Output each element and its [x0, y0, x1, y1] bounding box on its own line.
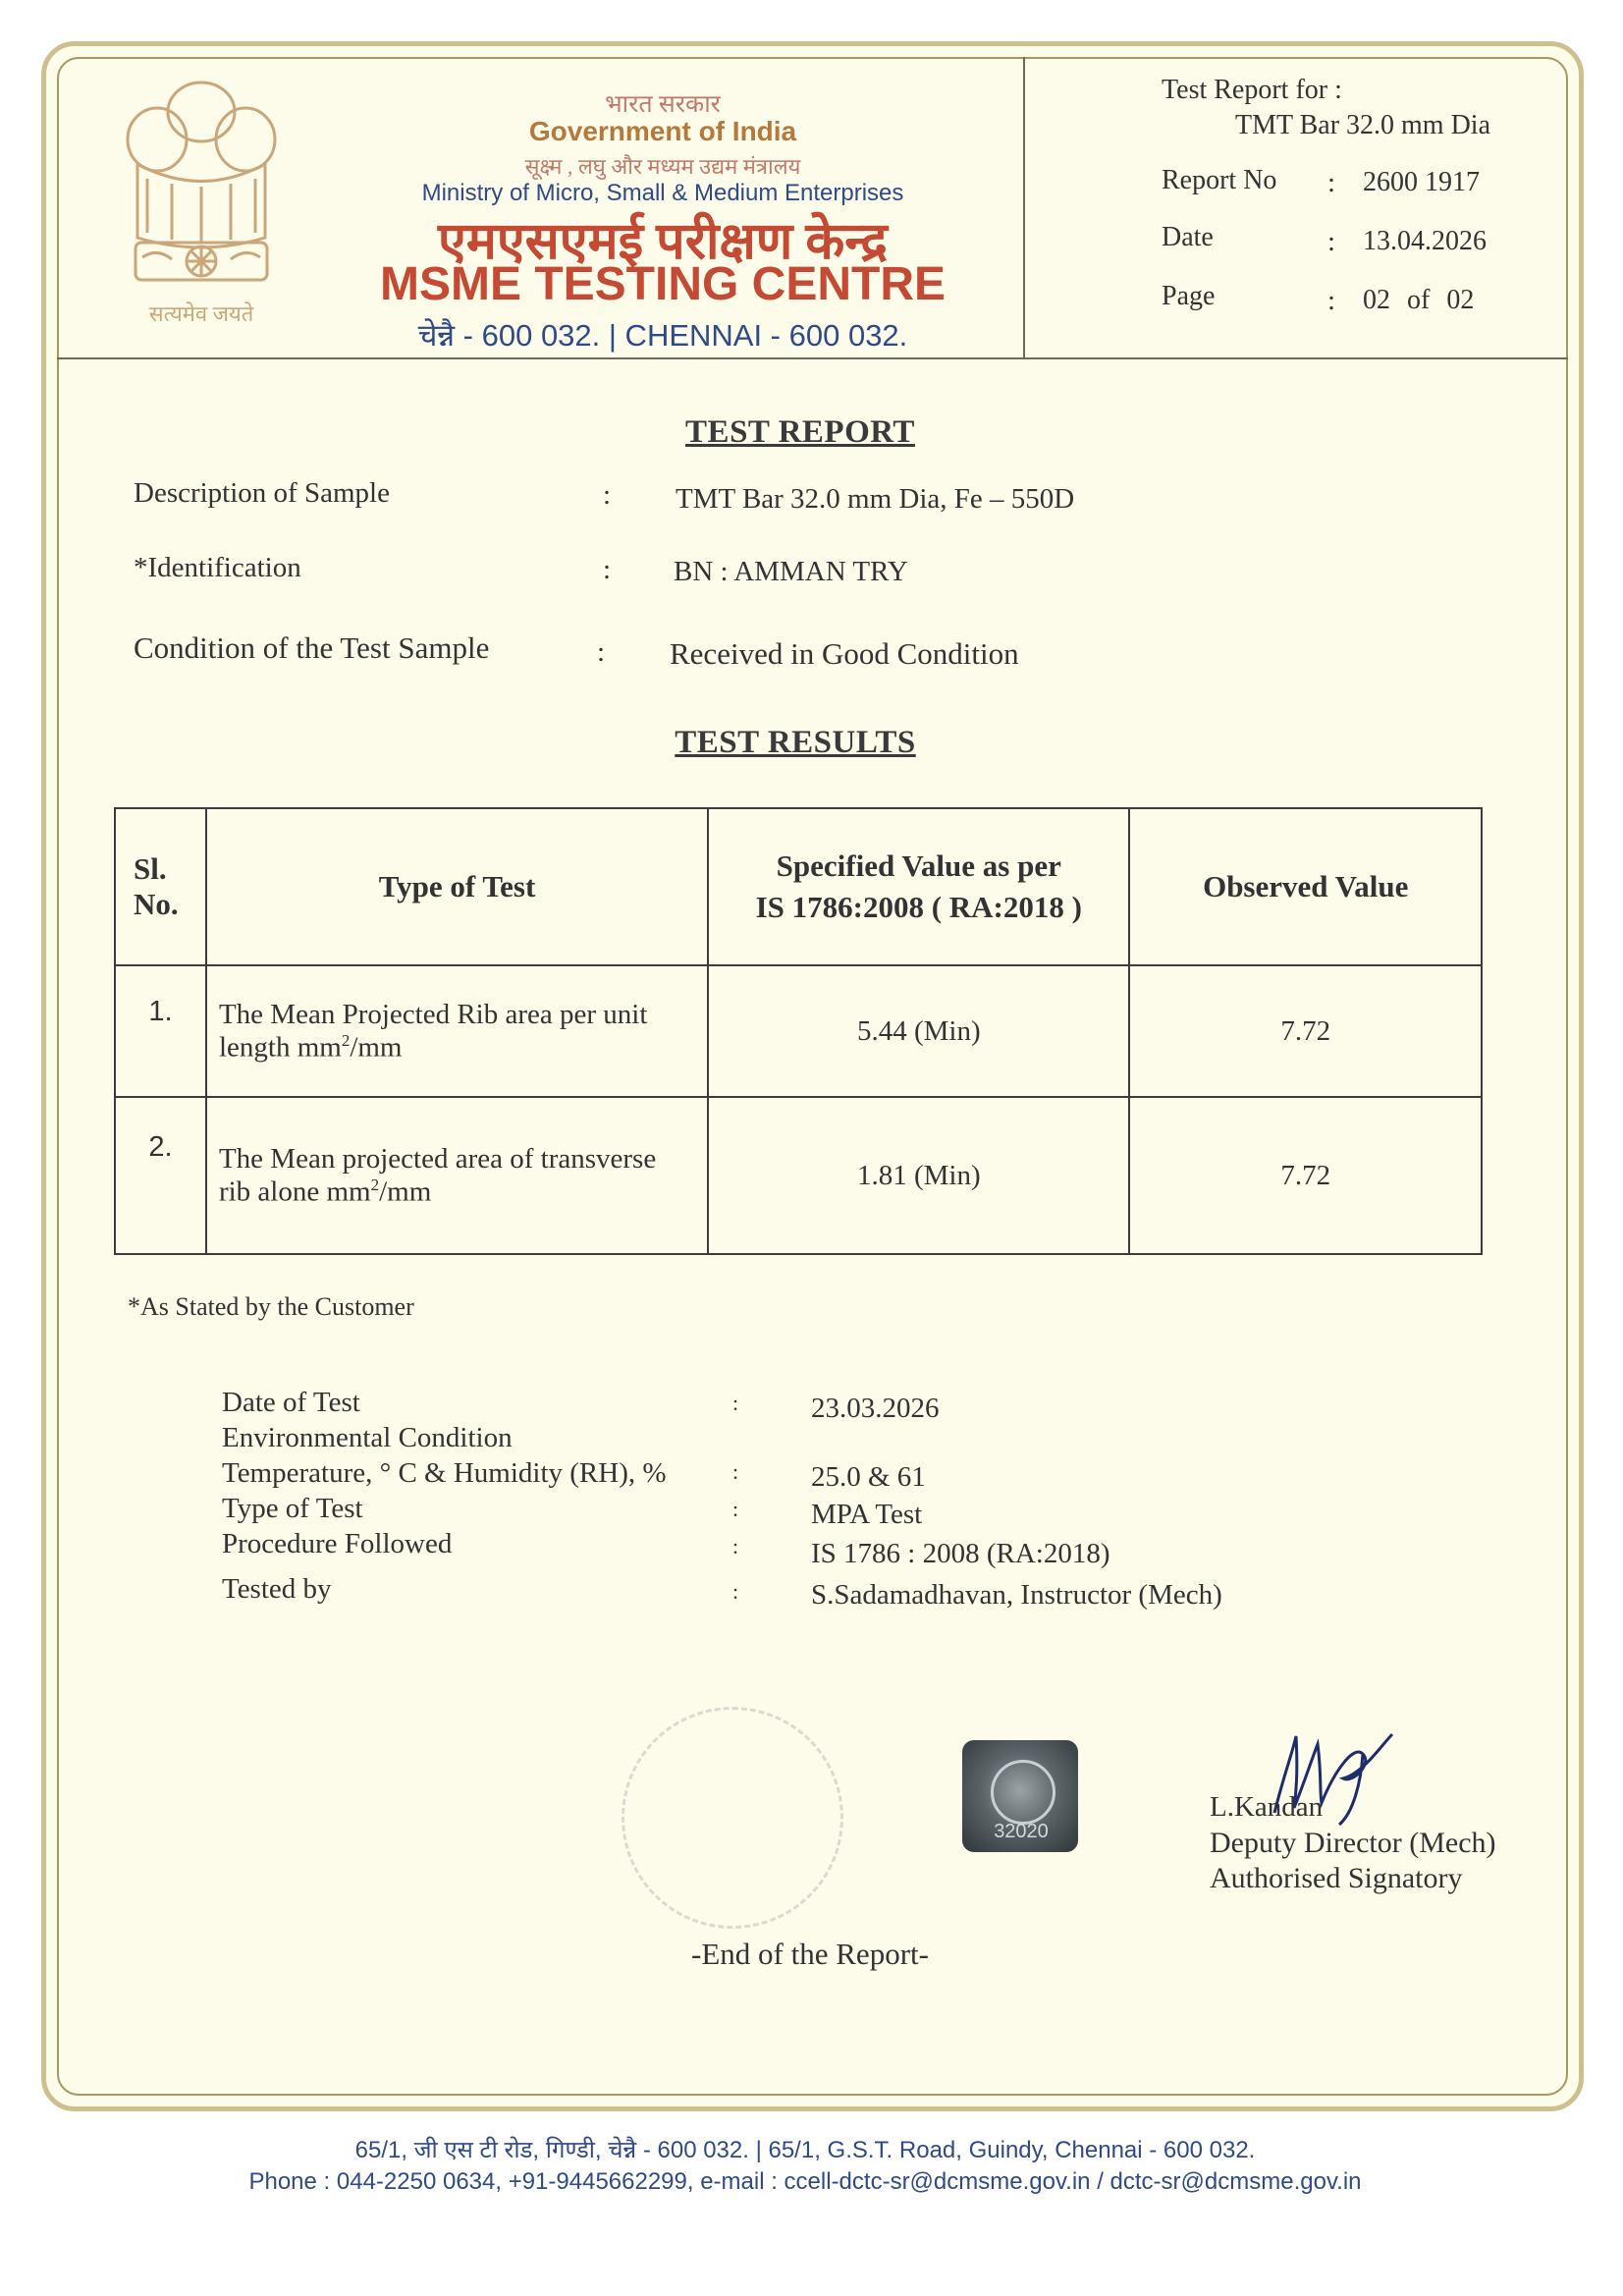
page-value: 02 of 02	[1363, 285, 1475, 315]
condition-label: Condition of the Test Sample	[134, 630, 490, 665]
row-2-type-line1: The Mean projected area of transverse	[218, 1142, 657, 1175]
environmental-condition-label: Environmental Condition	[222, 1422, 513, 1453]
footer-contact: Phone : 044-2250 0634, +91-9445662299, e-mail : ccell-dctc-sr@dcmsme.gov.in / dctc-sr@dcmsme.gov.in	[248, 2168, 1362, 2195]
row-1-type-line1: The Mean Projected Rib area per unit	[218, 998, 648, 1030]
government-of-india-text: Government of India	[528, 116, 797, 146]
report-no-label: Report No	[1162, 165, 1277, 195]
results-table	[114, 807, 1483, 1255]
procedure-label: Procedure Followed	[222, 1528, 453, 1559]
row-1-type-line2	[219, 1031, 695, 1065]
tested-by-colon: :	[732, 1579, 739, 1604]
test-results-title: TEST RESULTS	[675, 725, 916, 760]
header-divider-horizontal	[57, 357, 1568, 359]
condition-value: Received in Good Condition	[670, 636, 1019, 671]
signatory-role: Authorised Signatory	[1210, 1862, 1463, 1894]
row-1-sl: 1.	[115, 965, 206, 1097]
test-report-for-label: Test Report for :	[1162, 75, 1342, 105]
identification-colon: :	[603, 554, 612, 585]
footer-address: 65/1, जी एस टी रोड, गिण्डी, चेन्नै - 600 032. | 65/1, G.S.T. Road, Guindy, Chennai - 600 032.	[354, 2137, 1256, 2163]
header-divider-vertical	[1023, 57, 1025, 357]
temperature-value: 25.0 & 61	[811, 1461, 926, 1493]
row-2-type-unit: rib alone mm	[218, 1175, 371, 1208]
row-1-type-sup: 2	[341, 1030, 351, 1050]
official-seal-stamp	[622, 1707, 843, 1929]
type-of-test-value: MPA Test	[811, 1499, 923, 1530]
signatory-designation: Deputy Director (Mech)	[1210, 1827, 1496, 1859]
identification-label: *Identification	[134, 552, 301, 583]
tested-by-value: S.Sadamadhavan, Instructor (Mech)	[811, 1579, 1222, 1611]
header-type-of-test: Type of Test	[206, 808, 708, 965]
date-value: 13.04.2026	[1363, 226, 1487, 256]
procedure-value: IS 1786 : 2008 (RA:2018)	[811, 1538, 1110, 1569]
end-of-report: -End of the Report-	[691, 1937, 929, 1971]
row-1-type-unit: length mm	[218, 1031, 342, 1064]
row-2-type-line2	[219, 1175, 695, 1209]
header-specified-value	[708, 808, 1129, 965]
table-row	[115, 965, 1482, 1097]
row-2-specified: 1.81 (Min)	[708, 1097, 1129, 1254]
row-2-sl: 2.	[115, 1097, 206, 1254]
type-of-test-colon: :	[732, 1497, 739, 1521]
header-sl-no: Sl. No.	[115, 808, 206, 965]
hologram-number: 32020	[994, 1821, 1049, 1842]
header-specified-line1: Specified Value as per	[776, 848, 1061, 883]
report-no-colon: :	[1327, 167, 1336, 198]
row-1-type-unit-post: /mm	[350, 1031, 403, 1064]
hologram-emblem-icon	[991, 1760, 1055, 1825]
row-1-observed: 7.72	[1129, 965, 1482, 1097]
hindi-ministry-text: सूक्ष्म , लघु और मध्यम उद्यम मंत्रालय	[524, 154, 801, 179]
centre-name: MSME TESTING CENTRE	[379, 258, 947, 310]
date-of-test-colon: :	[732, 1391, 739, 1415]
description-colon: :	[603, 479, 612, 511]
test-report-title: TEST REPORT	[685, 414, 915, 450]
ministry-name: Ministry of Micro, Small & Medium Enterprises	[421, 180, 904, 206]
date-colon: :	[1327, 226, 1336, 257]
hindi-centre-name: एमएसएमई परीक्षण केन्द्र	[438, 214, 888, 270]
test-report-for-value: TMT Bar 32.0 mm Dia	[1235, 110, 1491, 140]
identification-value: BN : AMMAN TRY	[674, 556, 908, 587]
description-label: Description of Sample	[134, 477, 390, 509]
date-of-test-value: 23.03.2026	[811, 1393, 940, 1424]
type-of-test-label: Type of Test	[222, 1493, 363, 1524]
row-1-type	[206, 965, 708, 1097]
header-observed-value: Observed Value	[1129, 808, 1482, 965]
customer-note: *As Stated by the Customer	[128, 1292, 414, 1321]
page-label: Page	[1162, 281, 1216, 311]
centre-location: चेन्नै - 600 032. | CHENNAI - 600 032.	[417, 318, 908, 353]
table-row	[115, 1097, 1482, 1254]
signatory-name: L.Kandan	[1210, 1791, 1324, 1823]
tested-by-label: Tested by	[222, 1573, 332, 1605]
row-2-type-unit-post: /mm	[379, 1175, 432, 1208]
hindi-government-text: भारत सरकार	[605, 91, 721, 118]
condition-colon: :	[597, 636, 606, 668]
row-1-specified: 5.44 (Min)	[708, 965, 1129, 1097]
header-specified-line2: IS 1786:2008 ( RA:2018 )	[755, 890, 1082, 924]
temperature-label: Temperature, ° C & Humidity (RH), %	[222, 1457, 667, 1489]
row-2-observed: 7.72	[1129, 1097, 1482, 1254]
row-2-type-sup: 2	[370, 1175, 380, 1194]
page-colon: :	[1327, 285, 1336, 316]
date-label: Date	[1162, 222, 1214, 252]
results-header-row	[115, 808, 1482, 965]
temperature-colon: :	[732, 1459, 739, 1484]
date-of-test-label: Date of Test	[222, 1387, 360, 1418]
row-2-type	[206, 1097, 708, 1254]
description-value: TMT Bar 32.0 mm Dia, Fe – 550D	[676, 483, 1075, 515]
procedure-colon: :	[732, 1534, 739, 1558]
emblem-motto: सत्यमेव जयते	[148, 301, 254, 326]
report-no-value: 2600 1917	[1363, 167, 1480, 197]
